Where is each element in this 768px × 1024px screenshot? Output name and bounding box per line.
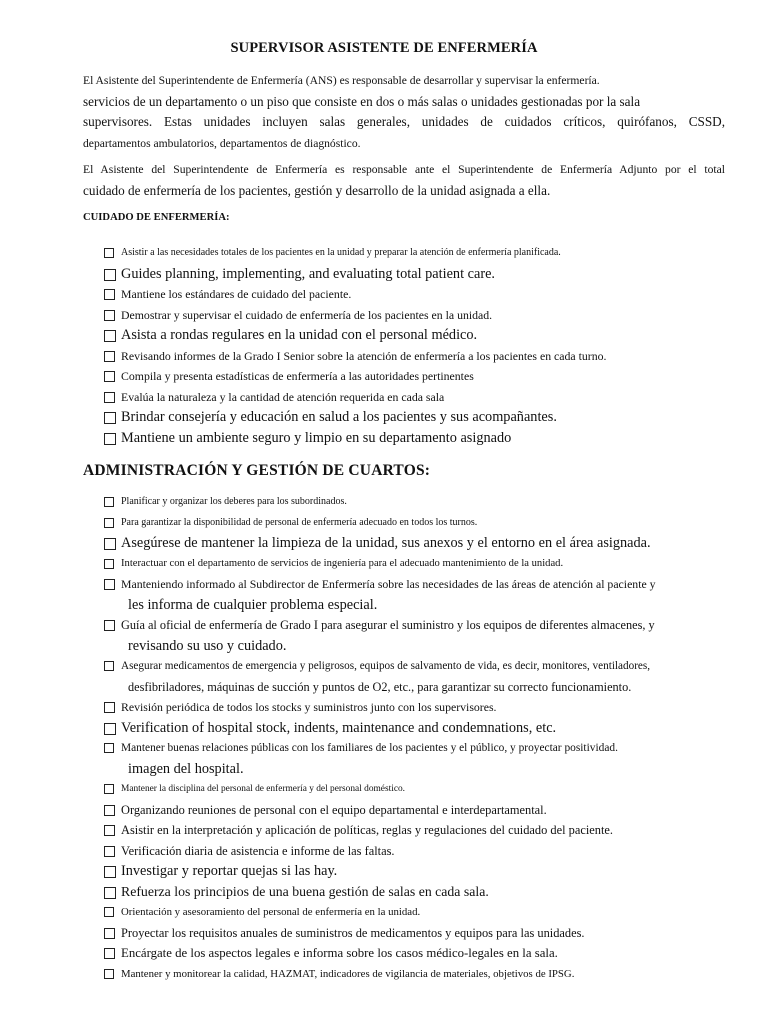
list-item: Para garantizar la disponibilidad de personal de enfermería adecuado en todos los turnos. [104, 513, 724, 534]
list-item: Revisión periódica de todos los stocks y suministros junto con los supervisores. [104, 697, 724, 718]
intro-1-line-2: servicios de un departamento o un piso que consiste en dos o más salas o unidades gestionadas por la sala [83, 93, 641, 109]
intro-1-line-1: El Asistente del Superintendente de Enfermería (ANS) es responsable de desarrollar y supervisar la enfermería. [83, 74, 600, 87]
checkbox-square-icon [104, 928, 115, 939]
checkbox-square-icon [104, 887, 116, 899]
checkbox-square-icon [104, 579, 115, 590]
list-item: Asegurar medicamentos de emergencia y peligrosos, equipos de salvamento de vida, es decir, monitores, ventiladores, desfibriladores, máquinas de succión y puntos de O2, etc., para garantizar su correcto funcionamiento. [104, 656, 724, 697]
intro-2-line-2: cuidado de enfermería de los pacientes, gestión y desarrollo de la unidad asignada a ella. [83, 182, 551, 198]
list-item: Asistir a las necesidades totales de los pacientes en la unidad y preparar la atención de enfermería planificada. [104, 243, 724, 264]
list-item: Planificar y organizar los deberes para los subordinados. [104, 492, 724, 513]
list-item: Mantener buenas relaciones públicas con los familiares de los pacientes y el público, y proyectar positividad. imagen del hospital. [104, 738, 724, 779]
checkbox-square-icon [104, 825, 115, 836]
checkbox-square-icon [104, 620, 115, 631]
list-item: Brindar consejería y educación en salud a los pacientes y sus acompañantes. [104, 407, 724, 428]
checkbox-square-icon [104, 412, 116, 424]
list-item: Organizando reuniones de personal con el equipo departamental e interdepartamental. [104, 800, 724, 821]
checkbox-square-icon [104, 392, 115, 403]
checkbox-square-icon [104, 702, 115, 713]
list-item: Mantener la disciplina del personal de enfermería y del personal doméstico. [104, 779, 724, 800]
checkbox-square-icon [104, 559, 114, 569]
checkbox-square-icon [104, 269, 116, 281]
nursing-care-heading: CUIDADO DE ENFERMERÍA: [83, 212, 230, 223]
checkbox-square-icon [104, 948, 115, 959]
administration-list [104, 492, 724, 984]
checkbox-square-icon [104, 723, 116, 735]
list-item: Verificación diaria de asistencia e informe de las faltas. [104, 841, 724, 862]
list-item: Asegúrese de mantener la limpieza de la unidad, sus anexos y el entorno en el área asignada. [104, 533, 724, 554]
list-item: Revisando informes de la Grado I Senior sobre la atención de enfermería a los pacientes en cada turno. [104, 346, 724, 367]
list-item: Asista a rondas regulares en la unidad con el personal médico. [104, 325, 724, 346]
checkbox-square-icon [104, 805, 115, 816]
list-item: Interactuar con el departamento de servicios de ingeniería para el adecuado mantenimiento de la unidad. [104, 554, 724, 575]
checkbox-square-icon [104, 846, 115, 857]
intro-paragraph-2 [83, 159, 725, 201]
list-item: Demostrar y supervisar el cuidado de enfermería de los pacientes en la unidad. [104, 305, 724, 326]
list-item: Evalúa la naturaleza y la cantidad de atención requerida en cada sala [104, 387, 724, 408]
list-item: Verification of hospital stock, indents, maintenance and condemnations, etc. [104, 718, 724, 739]
checkbox-square-icon [104, 661, 114, 671]
list-item: Asistir en la interpretación y aplicación de políticas, reglas y regulaciones del cuidado del paciente. [104, 820, 724, 841]
administration-heading: ADMINISTRACIÓN Y GESTIÓN DE CUARTOS: [83, 462, 431, 479]
list-item: Refuerza los principios de una buena gestión de salas en cada sala. [104, 882, 724, 903]
checkbox-square-icon [104, 351, 115, 362]
intro-1-line-4: departamentos ambulatorios, departamentos de diagnóstico. [83, 136, 361, 150]
list-item: Orientación y asesoramiento del personal de enfermería en la unidad. [104, 902, 724, 923]
nursing-care-list [104, 243, 724, 448]
intro-1-line-3: supervisores. Estas unidades incluyen salas generales, unidades de cuidados críticos, quirófanos, CSSD, [83, 114, 725, 129]
checkbox-square-icon [104, 433, 116, 445]
list-item: Mantiene un ambiente seguro y limpio en su departamento asignado [104, 428, 724, 449]
list-item: Guía al oficial de enfermería de Grado I para asegurar el suministro y los equipos de diferentes almacenes, y revisando su uso y cuidado. [104, 615, 724, 656]
checkbox-square-icon [104, 907, 114, 917]
checkbox-square-icon [104, 248, 114, 258]
intro-paragraph-1 [83, 70, 725, 154]
checkbox-square-icon [104, 518, 114, 528]
checkbox-square-icon [104, 538, 116, 550]
document-title: SUPERVISOR ASISTENTE DE ENFERMERÍA [230, 40, 538, 56]
list-item: Compila y presenta estadísticas de enfermería a las autoridades pertinentes [104, 366, 724, 387]
checkbox-square-icon [104, 969, 114, 979]
list-item: Mantener y monitorear la calidad, HAZMAT, indicadores de vigilancia de materiales, objetivos de IPSG. [104, 964, 724, 985]
list-item: Investigar y reportar quejas si las hay. [104, 861, 724, 882]
checkbox-square-icon [104, 330, 116, 342]
list-item: Manteniendo informado al Subdirector de Enfermería sobre las necesidades de las áreas de atención al paciente y les informa de cualquier problema especial. [104, 574, 724, 615]
checkbox-square-icon [104, 371, 115, 382]
list-item: Guides planning, implementing, and evaluating total patient care. [104, 264, 724, 285]
intro-2-line-1: El Asistente del Superintendente de Enfermería es responsable ante el Superintendente de Enfermería Adjunto por el total [83, 163, 725, 176]
checkbox-square-icon [104, 743, 114, 753]
list-item: Mantiene los estándares de cuidado del paciente. [104, 284, 724, 305]
checkbox-square-icon [104, 497, 114, 507]
checkbox-square-icon [104, 289, 115, 300]
checkbox-square-icon [104, 866, 116, 878]
list-item: Encárgate de los aspectos legales e informa sobre los casos médico-legales en la sala. [104, 943, 724, 964]
list-item: Proyectar los requisitos anuales de suministros de medicamentos y equipos para las unidades. [104, 923, 724, 944]
checkbox-square-icon [104, 310, 115, 321]
checkbox-square-icon [104, 784, 114, 794]
